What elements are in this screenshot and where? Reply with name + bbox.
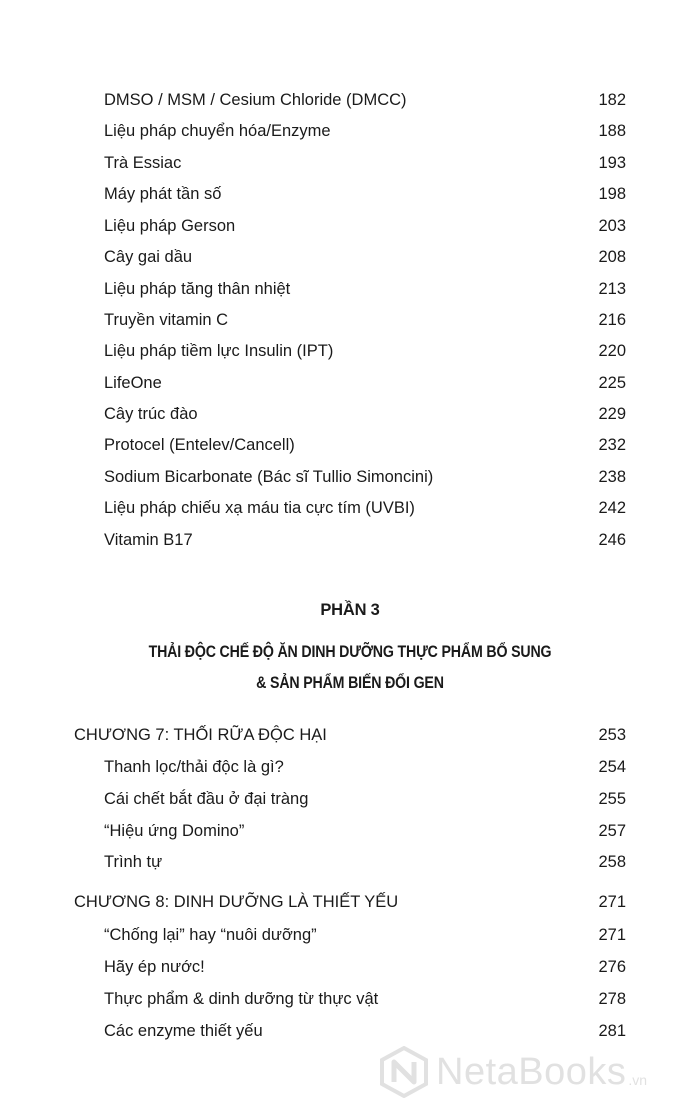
toc-entry-title: Thanh lọc/thải độc là gì? [104,758,284,776]
toc-entry [104,925,626,945]
part-heading-line2: & SẢN PHẨM BIẾN ĐỔI GEN [256,674,444,692]
toc-entry [104,247,626,267]
toc-entry-page: 203 [598,217,626,235]
toc-entry [104,789,626,809]
toc-entry-title: Truyền vitamin C [104,311,229,329]
toc-entry-page: 281 [598,1022,626,1040]
toc-entry-page: 216 [598,311,626,329]
part-heading-line1: THẢI ĐỘC CHẾ ĐỘ ĂN DINH DƯỠNG THỰC PHẨM BỔ SUNG [148,643,552,661]
toc-entry [104,821,626,841]
toc-entry-title: LifeOne [104,374,162,392]
toc-entry-title: “Chống lại” hay “nuôi dưỡng” [104,926,317,944]
toc-entry-title: Liệu pháp chuyển hóa/Enzyme [104,122,331,140]
toc-entry-title: Vitamin B17 [104,531,193,549]
toc-entry [104,1021,626,1041]
chapter-heading [74,892,626,912]
toc-entry [104,467,626,487]
toc-entry-page: 213 [598,280,626,298]
toc-entry-page: 254 [598,758,626,776]
toc-entry-title: Sodium Bicarbonate (Bác sĩ Tullio Simoncini) [104,468,434,486]
toc-entry-title: Cây trúc đào [104,405,198,423]
toc-entry [104,90,626,110]
chapter-page: 253 [598,726,626,744]
toc-entry-title: Máy phát tần số [104,185,222,203]
netabooks-watermark [378,1042,700,1102]
toc-entry [104,310,626,330]
toc-entry-page: 225 [598,374,626,392]
toc-entry-title: Trà Essiac [104,154,182,172]
toc-entry-title: Các enzyme thiết yếu [104,1022,263,1040]
toc-entry-title: “Hiệu ứng Domino” [104,822,245,840]
toc-entry [104,216,626,236]
toc-entry [104,373,626,393]
toc-entry [104,153,626,173]
watermark-brand: NetaBooks [436,1050,627,1093]
toc-entry-page: 278 [598,990,626,1008]
toc-entry-page: 229 [598,405,626,423]
netabooks-logo-icon [378,1046,430,1098]
toc-entry-title: Cái chết bắt đầu ở đại tràng [104,790,309,808]
toc-entry-title: Thực phẩm & dinh dưỡng từ thực vật [104,990,379,1008]
toc-entry-title: Liệu pháp Gerson [104,217,236,235]
toc-entry-page: 255 [598,790,626,808]
toc-entry-page: 220 [598,342,626,360]
toc-entry-title: Hãy ép nước! [104,958,205,976]
toc-entry-title: DMSO / MSM / Cesium Chloride (DMCC) [104,91,407,109]
toc-entry [104,989,626,1009]
toc-entry [104,957,626,977]
toc-entry [104,341,626,361]
toc-entry-page: 193 [598,154,626,172]
toc-entry-page: 242 [598,499,626,517]
toc-entry-page: 257 [598,822,626,840]
toc-entry-page: 246 [598,531,626,549]
toc-entry [104,435,626,455]
toc-entry-page: 258 [598,853,626,871]
toc-entry-title: Protocel (Entelev/Cancell) [104,436,295,454]
toc-entry [104,852,626,872]
toc-entry [104,498,626,518]
toc-entry [104,184,626,204]
toc-entry-title: Liệu pháp chiếu xạ máu tia cực tím (UVBI) [104,499,415,517]
toc-entry-page: 271 [598,926,626,944]
toc-entry-page: 208 [598,248,626,266]
part-label: PHẦN 3 [320,601,380,619]
chapter-heading [74,725,626,745]
toc-entry-title: Liệu pháp tiềm lực Insulin (IPT) [104,342,334,360]
toc-entry [104,757,626,777]
toc-entry-title: Cây gai dầu [104,248,193,266]
chapter-title: CHƯƠNG 8: DINH DƯỠNG LÀ THIẾT YẾU [74,893,399,911]
toc-entry-page: 238 [598,468,626,486]
toc-entry-title: Liệu pháp tăng thân nhiệt [104,280,291,298]
toc-entry [104,279,626,299]
toc-entry-page: 232 [598,436,626,454]
chapter-page: 271 [598,893,626,911]
chapter-title: CHƯƠNG 7: THỐI RỮA ĐỘC HẠI [74,726,327,744]
toc-entry-page: 188 [598,122,626,140]
toc-entry-page: 276 [598,958,626,976]
toc-entry-page: 182 [598,91,626,109]
toc-entry [104,404,626,424]
toc-entry [104,121,626,141]
toc-entry-title: Trình tự [104,853,163,871]
watermark-suffix: .vn [628,1072,648,1088]
toc-entry [104,530,626,550]
toc-entry-page: 198 [598,185,626,203]
